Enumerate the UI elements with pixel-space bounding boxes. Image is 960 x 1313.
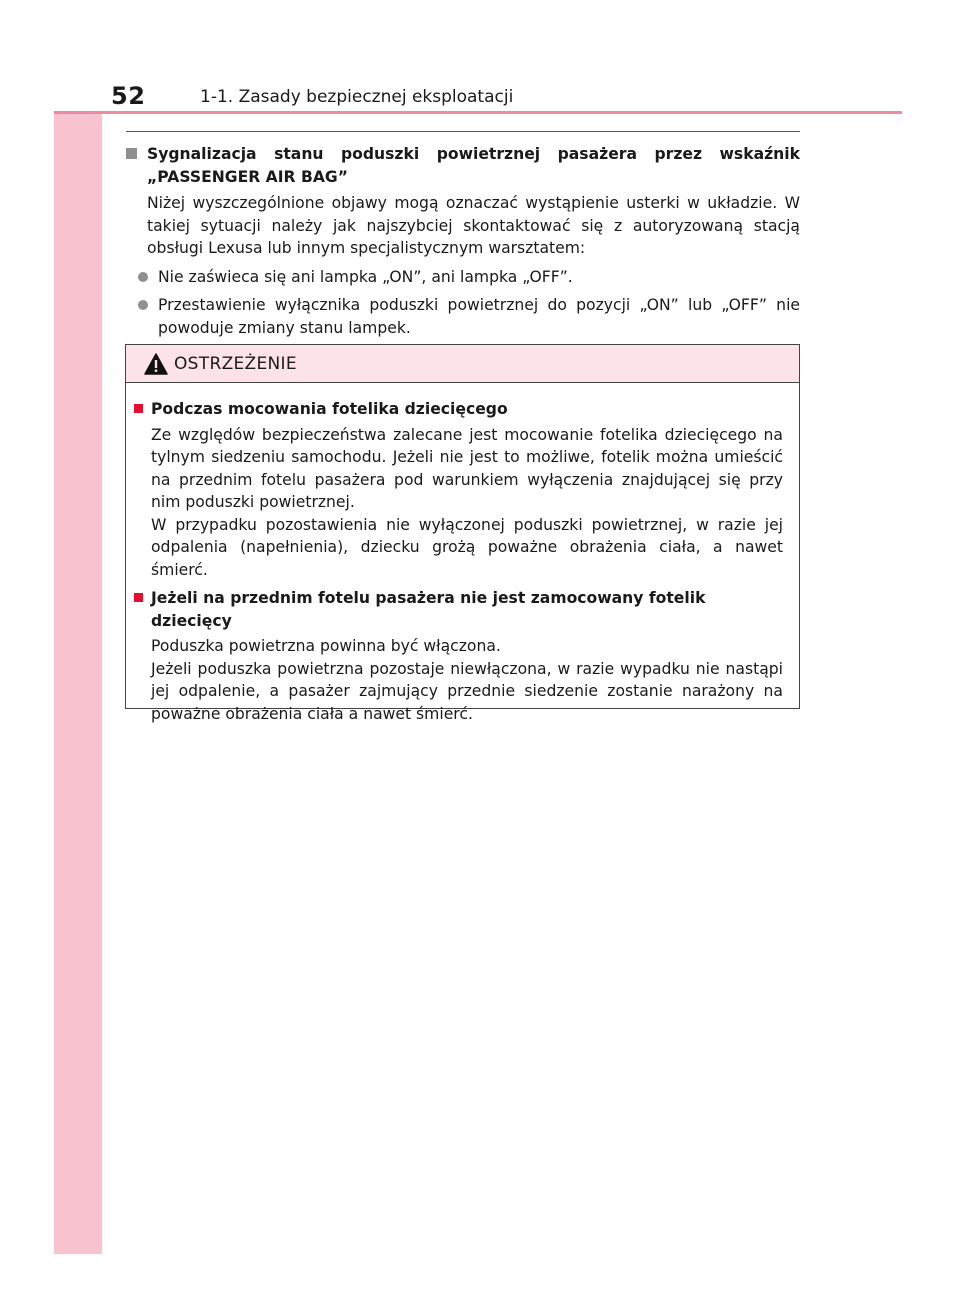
bullet-dot-icon [138, 272, 148, 282]
warning-paragraph: W przypadku pozostawienia nie wyłączonej poduszki powietrznej, w razie jej odpalenia (napełnienia), dziecku grożą poważne obrażenia ciała, a nawet śmierć. [151, 515, 783, 579]
warning-paragraph: Ze względów bezpieczeństwa zalecane jest mocowanie fotelika dziecięcego na tylnym siedzeniu samochodu. Jeżeli nie jest to możliwe, fotelik można umieścić na przednim fotelu pasażera pod warunkiem wyłączenia znajdującej się przy nim poduszki powietrznej. [151, 425, 783, 511]
warning-item-heading-row [134, 398, 783, 421]
warning-paragraph: Poduszka powietrzna powinna być włączona. [151, 637, 501, 655]
warning-item-body [151, 424, 783, 582]
section-heading: Sygnalizacja stanu poduszki powietrznej pasażera przez wskaźnik „PASSENGER AIR BAG” [147, 145, 800, 186]
chapter-title: 1-1. Zasady bezpiecznej eksploatacji [200, 87, 514, 107]
warning-triangle-icon [144, 353, 168, 375]
side-band [54, 54, 102, 1254]
red-square-icon [134, 593, 143, 602]
warning-paragraph: Jeżeli poduszka powietrzna pozostaje niewłączona, w razie wypadku nie nastąpi jej odpalenie, a pasażer zajmujący przednie siedzenie zostanie narażony na poważne obrażenia ciała a nawet śmierć. [151, 659, 783, 723]
warning-body [126, 383, 799, 725]
warning-item-body [151, 635, 783, 725]
section-rule [126, 131, 800, 132]
warning-box [125, 344, 800, 723]
red-square-icon [134, 404, 143, 413]
section-heading-row [126, 143, 800, 188]
warning-item-heading-row [134, 587, 783, 632]
bullet-dot-icon [138, 300, 148, 310]
warning-title: OSTRZEŻENIE [174, 353, 297, 374]
section-airbag-indicator [126, 143, 800, 339]
warning-item-heading: Jeżeli na przednim fotelu pasażera nie jest zamocowany fotelik dziecięcy [151, 589, 706, 630]
warning-header [126, 345, 799, 383]
bullet-item [138, 266, 800, 289]
warning-item [134, 587, 783, 725]
page-number: 52 [111, 82, 146, 110]
section-square-icon [126, 148, 137, 159]
section-intro: Niżej wyszczególnione objawy mogą oznaczać wystąpienie usterki w układzie. W takiej sytuacji należy jak najszybciej skontaktować się z autoryzowaną stacją obsługi Lexusa lub innym specjalistycznym warsztatem: [147, 194, 800, 257]
bullet-item [138, 294, 800, 339]
header-divider [54, 111, 902, 114]
bullet-text: Nie zaświeca się ani lampka „ON”, ani lampka „OFF”. [158, 267, 573, 286]
warning-item-heading: Podczas mocowania fotelika dziecięcego [151, 400, 508, 418]
bullet-text: Przestawienie wyłącznika poduszki powietrznej do pozycji „ON” lub „OFF” nie powoduje zmiany stanu lampek. [158, 296, 800, 337]
warning-item [134, 398, 783, 581]
